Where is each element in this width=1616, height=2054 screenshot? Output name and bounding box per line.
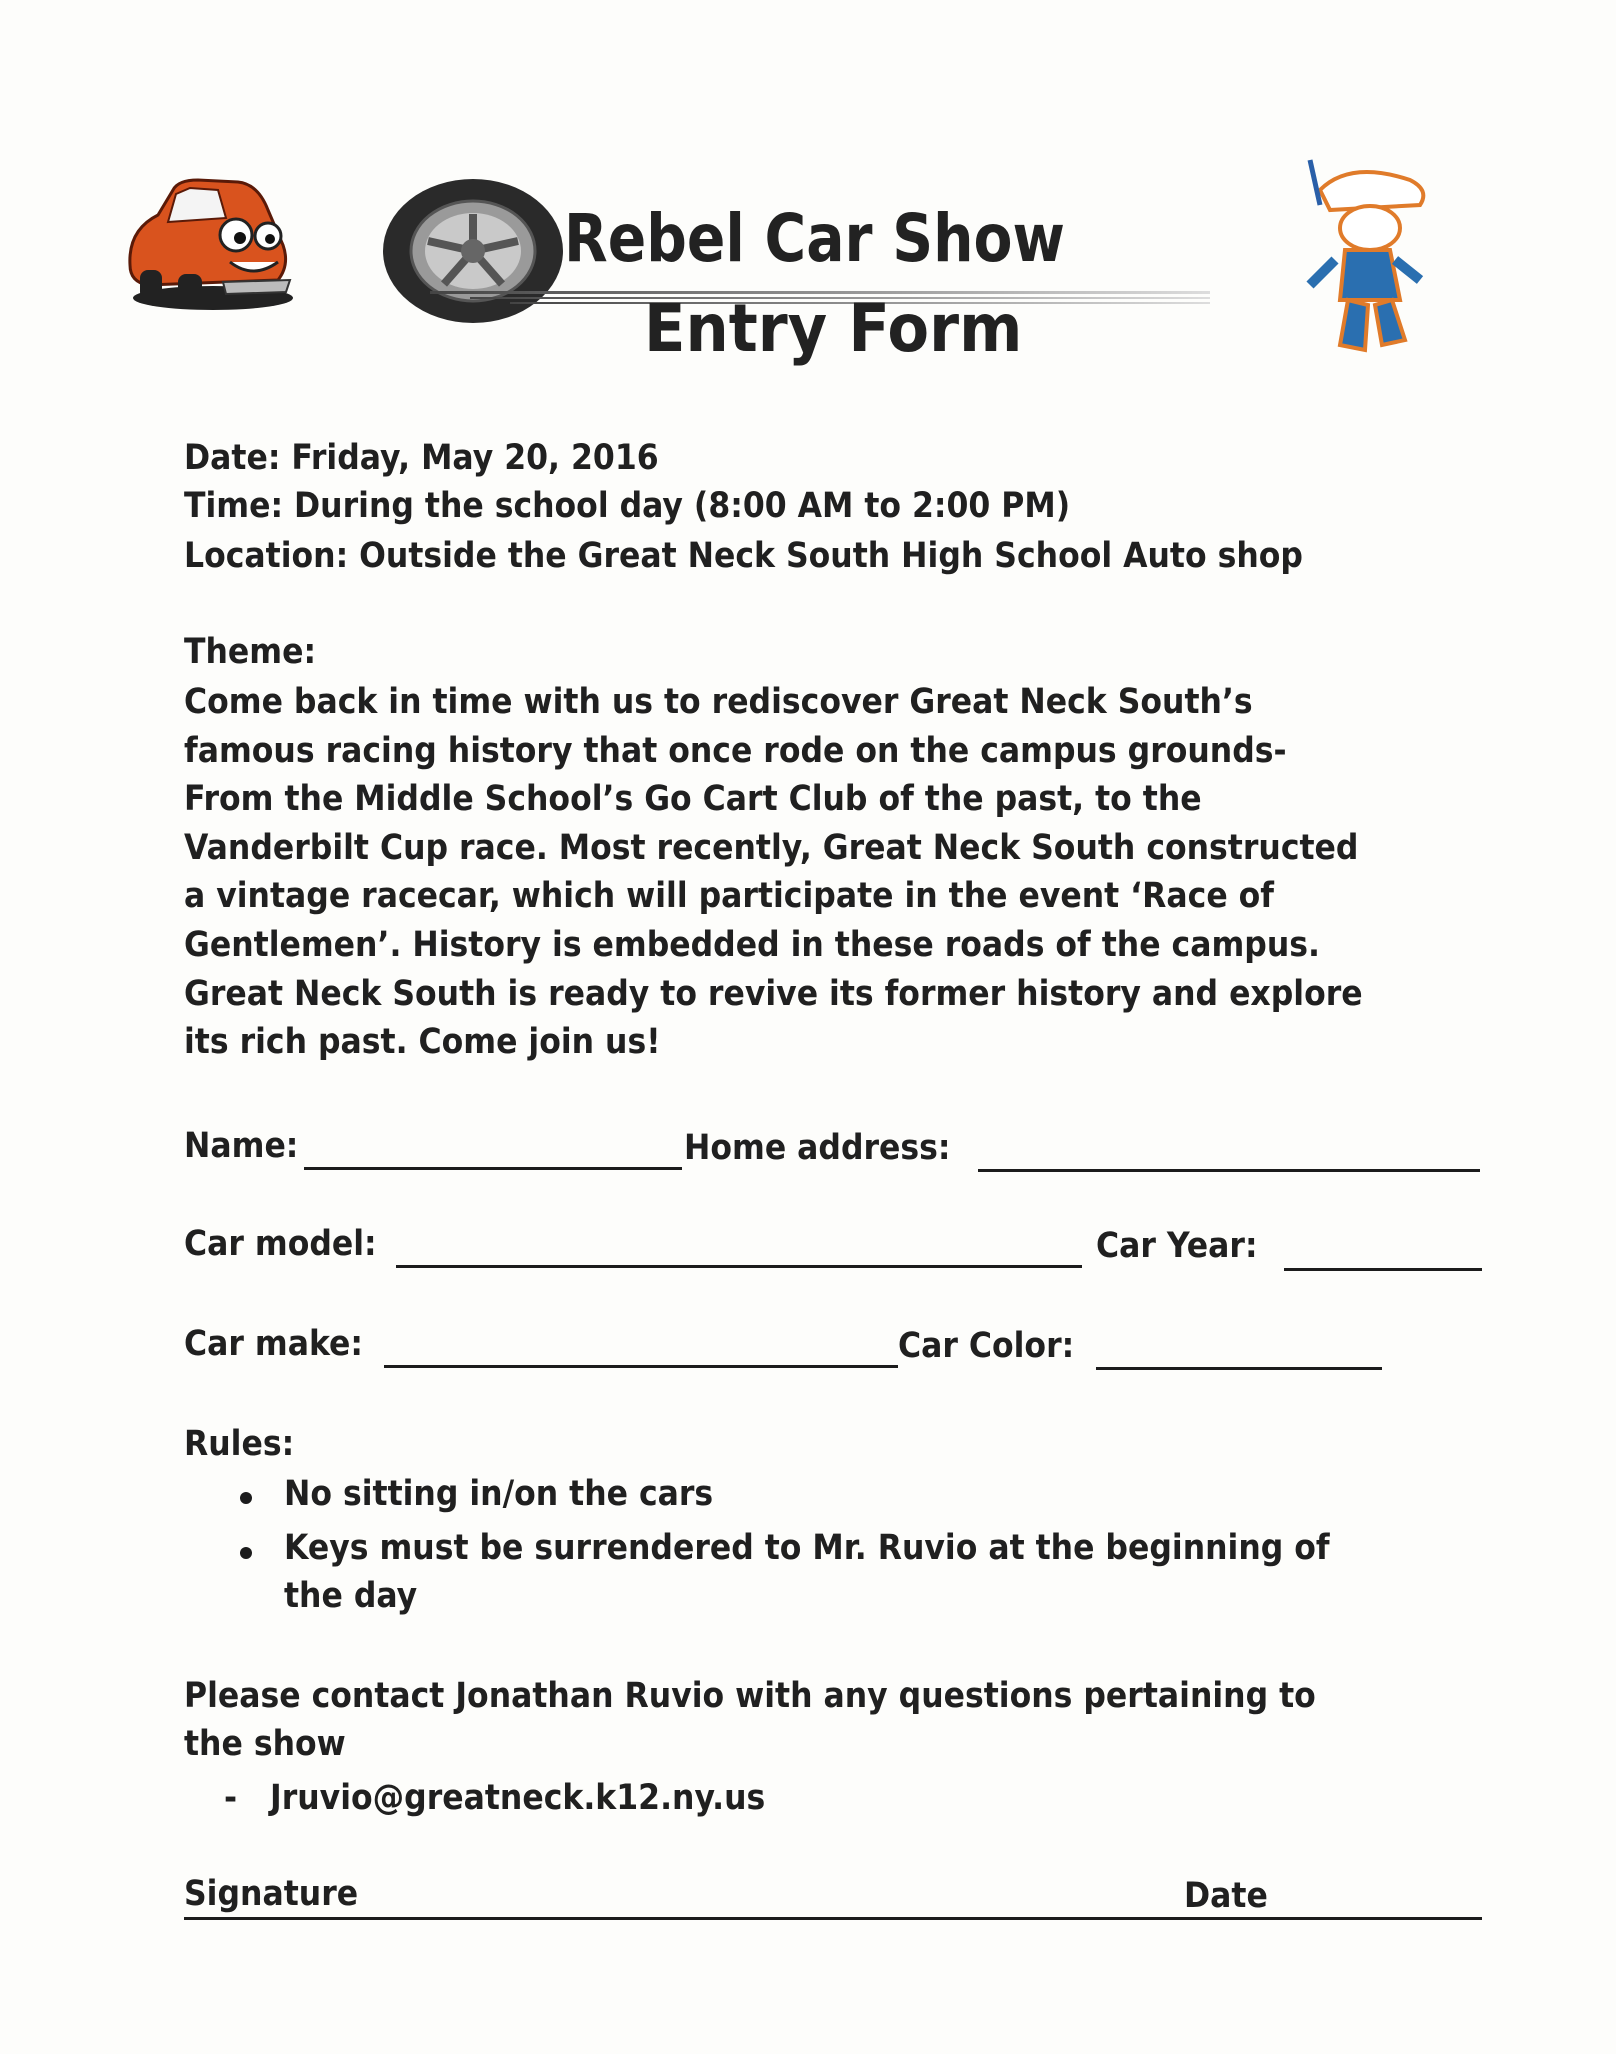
car-year-label: Car Year: bbox=[1096, 1226, 1258, 1266]
bullet-icon bbox=[240, 1547, 252, 1559]
name-label: Name: bbox=[184, 1126, 299, 1166]
car-make-label: Car make: bbox=[184, 1324, 364, 1364]
theme-paragraph bbox=[184, 678, 1363, 1067]
event-time: Time: During the school day (8:00 AM to 2:00 PM) bbox=[184, 486, 1071, 526]
date-label: Date bbox=[1184, 1876, 1268, 1916]
theme-line: Come back in time with us to rediscover Great Neck South’s bbox=[184, 682, 1253, 722]
theme-line: its rich past. Come join us! bbox=[184, 1022, 661, 1063]
theme-line: Great Neck South is ready to revive its former history and explore bbox=[184, 973, 1363, 1014]
rules-heading: Rules: bbox=[184, 1424, 295, 1464]
theme-line: famous racing history that once rode on the campus grounds- bbox=[184, 730, 1287, 771]
contact-email[interactable]: Jruvio@greatneck.k12.ny.us bbox=[270, 1778, 766, 1818]
home-address-label: Home address: bbox=[684, 1128, 951, 1168]
car-year-field[interactable] bbox=[1284, 1268, 1482, 1271]
bullet-icon bbox=[240, 1492, 252, 1504]
theme-heading: Theme: bbox=[184, 632, 317, 672]
theme-line: Gentlemen’. History is embedded in these roads of the campus. bbox=[184, 924, 1320, 965]
page-title: Rebel Car Show bbox=[564, 200, 1065, 277]
name-field[interactable] bbox=[304, 1167, 682, 1170]
car-color-label: Car Color: bbox=[898, 1326, 1075, 1366]
rule-item: No sitting in/on the cars bbox=[284, 1474, 714, 1514]
page-subtitle: Entry Form bbox=[644, 290, 1023, 367]
dash-marker: - bbox=[224, 1778, 238, 1818]
home-address-field[interactable] bbox=[978, 1169, 1480, 1172]
rule-item: Keys must be surrendered to Mr. Ruvio at the beginning of bbox=[284, 1528, 1330, 1568]
car-model-label: Car model: bbox=[184, 1224, 377, 1264]
contact-line: the show bbox=[184, 1724, 346, 1764]
cartoon-car-icon bbox=[118, 170, 298, 320]
car-make-field[interactable] bbox=[384, 1365, 898, 1368]
signature-date-line[interactable] bbox=[184, 1917, 1482, 1920]
contact-line: Please contact Jonathan Ruvio with any questions pertaining to bbox=[184, 1676, 1316, 1716]
theme-line: a vintage racecar, which will participate in the event ‘Race of bbox=[184, 876, 1275, 917]
car-model-field[interactable] bbox=[396, 1265, 1082, 1268]
signature-label: Signature bbox=[184, 1874, 359, 1914]
car-color-field[interactable] bbox=[1096, 1367, 1382, 1370]
rebel-mascot-icon bbox=[1290, 150, 1440, 365]
theme-line: Vanderbilt Cup race. Most recently, Great Neck South constructed bbox=[184, 827, 1359, 868]
event-location: Location: Outside the Great Neck South High School Auto shop bbox=[184, 536, 1303, 576]
theme-line: From the Middle School’s Go Cart Club of the past, to the bbox=[184, 779, 1202, 820]
rule-item-continued: the day bbox=[284, 1576, 418, 1616]
event-date: Date: Friday, May 20, 2016 bbox=[184, 438, 659, 478]
